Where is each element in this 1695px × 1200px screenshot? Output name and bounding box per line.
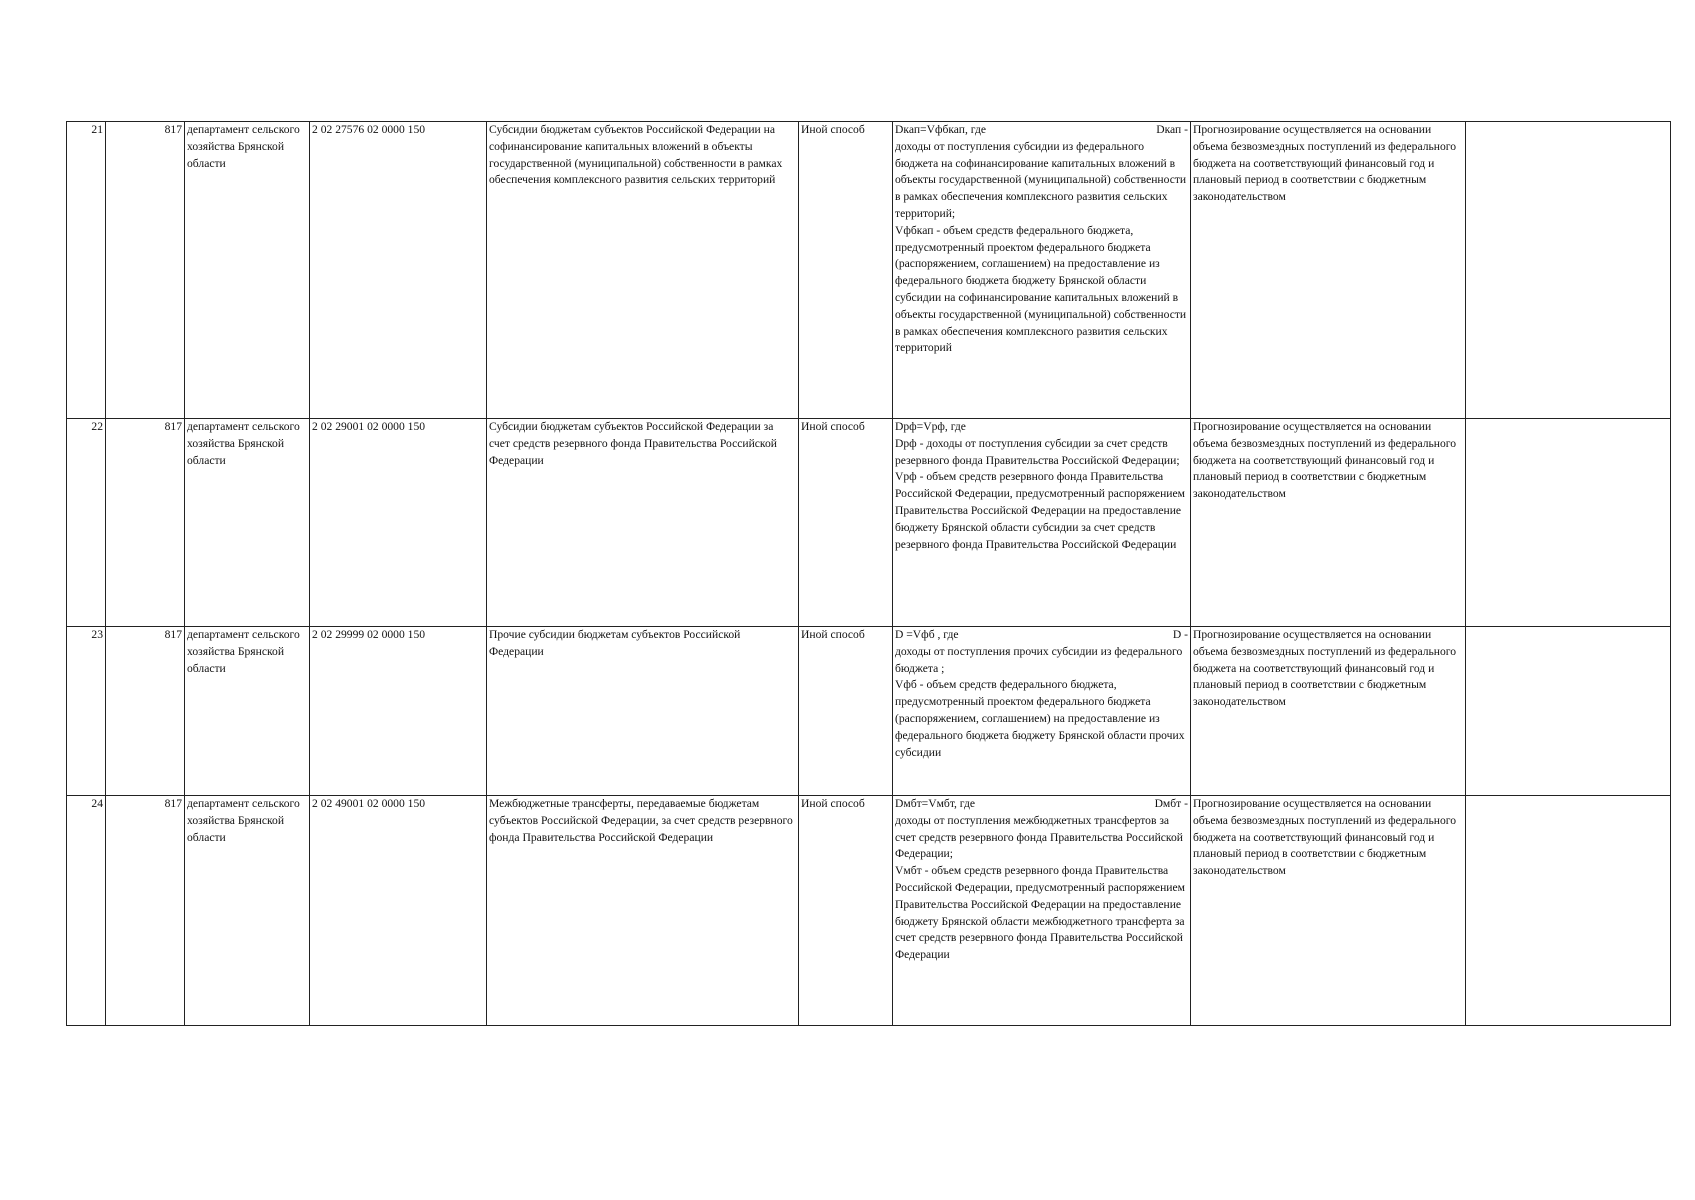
admin-name: департамент сельского хозяйства Брянской области: [185, 796, 310, 1026]
admin-name: департамент сельского хозяйства Брянской области: [185, 419, 310, 627]
row-number: 21: [67, 122, 106, 419]
formula-line: [895, 627, 1188, 644]
table-row: [67, 627, 1671, 796]
row-number: 23: [67, 627, 106, 796]
table-row: [67, 796, 1671, 1026]
admin-name: департамент сельского хозяйства Брянской области: [185, 122, 310, 419]
kbk-code: 2 02 49001 02 0000 150: [310, 796, 487, 1026]
forecast-basis: Прогнозирование осуществляется на основании объема безвозмездных поступлений из федерального бюджета на соответствующий финансовый год и плановый период в соответствии с бюджетным законодательством: [1191, 796, 1466, 1026]
note-cell: [1466, 627, 1671, 796]
income-name: Межбюджетные трансферты, передаваемые бюджетам субъектов Российской Федерации, за счет средств резервного фонда Правительства Российской Федерации: [487, 796, 799, 1026]
forecast-method: Иной способ: [799, 122, 893, 419]
formula-description: доходы от поступления межбюджетных трансфертов за счет средств резервного фонда Правительства Российской Федерации;: [895, 813, 1183, 861]
formula-description: доходы от поступления субсидии из федерального бюджета на софинансирование капитальных вложений в объекты государственной (муниципальной) собственности в рамках обеспечения комплексного развития сельских территорий;: [895, 139, 1187, 220]
formula-description: Vфб - объем средств федерального бюджета, предусмотренный проектом федерального бюджета (распоряжением, соглашением) на предоставление из федерального бюджета бюджету Брянской области прочих субсидии: [895, 678, 1185, 759]
forecast-method: Иной способ: [799, 796, 893, 1026]
formula-expression: Dмбт=Vмбт, где: [895, 797, 976, 810]
income-name: Субсидии бюджетам субъектов Российской Федерации на софинансирование капитальных вложений в объекты государственной (муниципальной) собственности в рамках обеспечения комплексного развития сельских территорий: [487, 122, 799, 419]
formula-expression: Dкап=Vфбкап, где: [895, 123, 987, 136]
income-name: Прочие субсидии бюджетам субъектов Российской Федерации: [487, 627, 799, 796]
forecast-basis: Прогнозирование осуществляется на основании объема безвозмездных поступлений из федерального бюджета на соответствующий финансовый год и плановый период в соответствии с бюджетным законодательством: [1191, 122, 1466, 419]
formula-term: D -: [1172, 628, 1188, 641]
formula-line: [895, 796, 1188, 813]
calculation-formula: [893, 796, 1191, 1026]
formula-description: Vмбт - объем средств резервного фонда Правительства Российской Федерации, предусмотренный распоряжением Правительства Российской Федерации на предоставление бюджету Брянской области межбюджетного трансферта за счет средств резервного фонда Правительства Российской Федерации: [895, 864, 1185, 962]
formula-line: [895, 419, 1188, 436]
forecast-method: Иной способ: [799, 627, 893, 796]
note-cell: [1466, 122, 1671, 419]
forecast-basis: Прогнозирование осуществляется на основании объема безвозмездных поступлений из федерального бюджета на соответствующий финансовый год и плановый период в соответствии с бюджетным законодательством: [1191, 419, 1466, 627]
note-cell: [1466, 796, 1671, 1026]
kbk-code: 2 02 29999 02 0000 150: [310, 627, 487, 796]
admin-code: 817: [106, 419, 185, 627]
formula-description: Dрф - доходы от поступления субсидии за счет средств резервного фонда Правительства Российской Федерации;: [895, 436, 1180, 467]
admin-code: 817: [106, 627, 185, 796]
formula-term: Dкап -: [1156, 123, 1188, 136]
admin-code: 817: [106, 122, 185, 419]
table-row: [67, 122, 1671, 419]
note-cell: [1466, 419, 1671, 627]
formula-term: Dмбт -: [1154, 797, 1188, 810]
kbk-code: 2 02 29001 02 0000 150: [310, 419, 487, 627]
table-row: [67, 419, 1671, 627]
formula-description: Vфбкап - объем средств федерального бюджета, предусмотренный проектом федерального бюджета (распоряжением, соглашением) на предоставление из федерального бюджета бюджету Брянской области субсидии на софинансирование капитальных вложений в объекты государственной (муниципальной) собственности в рамках обеспечения комплексного развития сельских территорий: [895, 223, 1187, 355]
calculation-formula: [893, 627, 1191, 796]
forecast-basis: Прогнозирование осуществляется на основании объема безвозмездных поступлений из федерального бюджета на соответствующий финансовый год и плановый период в соответствии с бюджетным законодательством: [1191, 627, 1466, 796]
formula-description: Vрф - объем средств резервного фонда Правительства Российской Федерации, предусмотренный распоряжением Правительства Российской Федерации на предоставление бюджету Брянской области субсидии за счет средств резервного фонда Правительства Российской Федерации: [895, 470, 1185, 551]
formula-description: доходы от поступления прочих субсидии из федерального бюджета ;: [895, 644, 1183, 675]
formula-expression: D =Vфб , где: [895, 628, 959, 641]
revenue-forecast-table: [66, 121, 1671, 1026]
forecast-method: Иной способ: [799, 419, 893, 627]
admin-name: департамент сельского хозяйства Брянской области: [185, 627, 310, 796]
calculation-formula: [893, 122, 1191, 419]
row-number: 24: [67, 796, 106, 1026]
formula-expression: Dрф=Vрф, где: [895, 420, 966, 433]
admin-code: 817: [106, 796, 185, 1026]
income-name: Субсидии бюджетам субъектов Российской Федерации за счет средств резервного фонда Правительства Российской Федерации: [487, 419, 799, 627]
row-number: 22: [67, 419, 106, 627]
kbk-code: 2 02 27576 02 0000 150: [310, 122, 487, 419]
calculation-formula: [893, 419, 1191, 627]
formula-line: [895, 122, 1188, 139]
